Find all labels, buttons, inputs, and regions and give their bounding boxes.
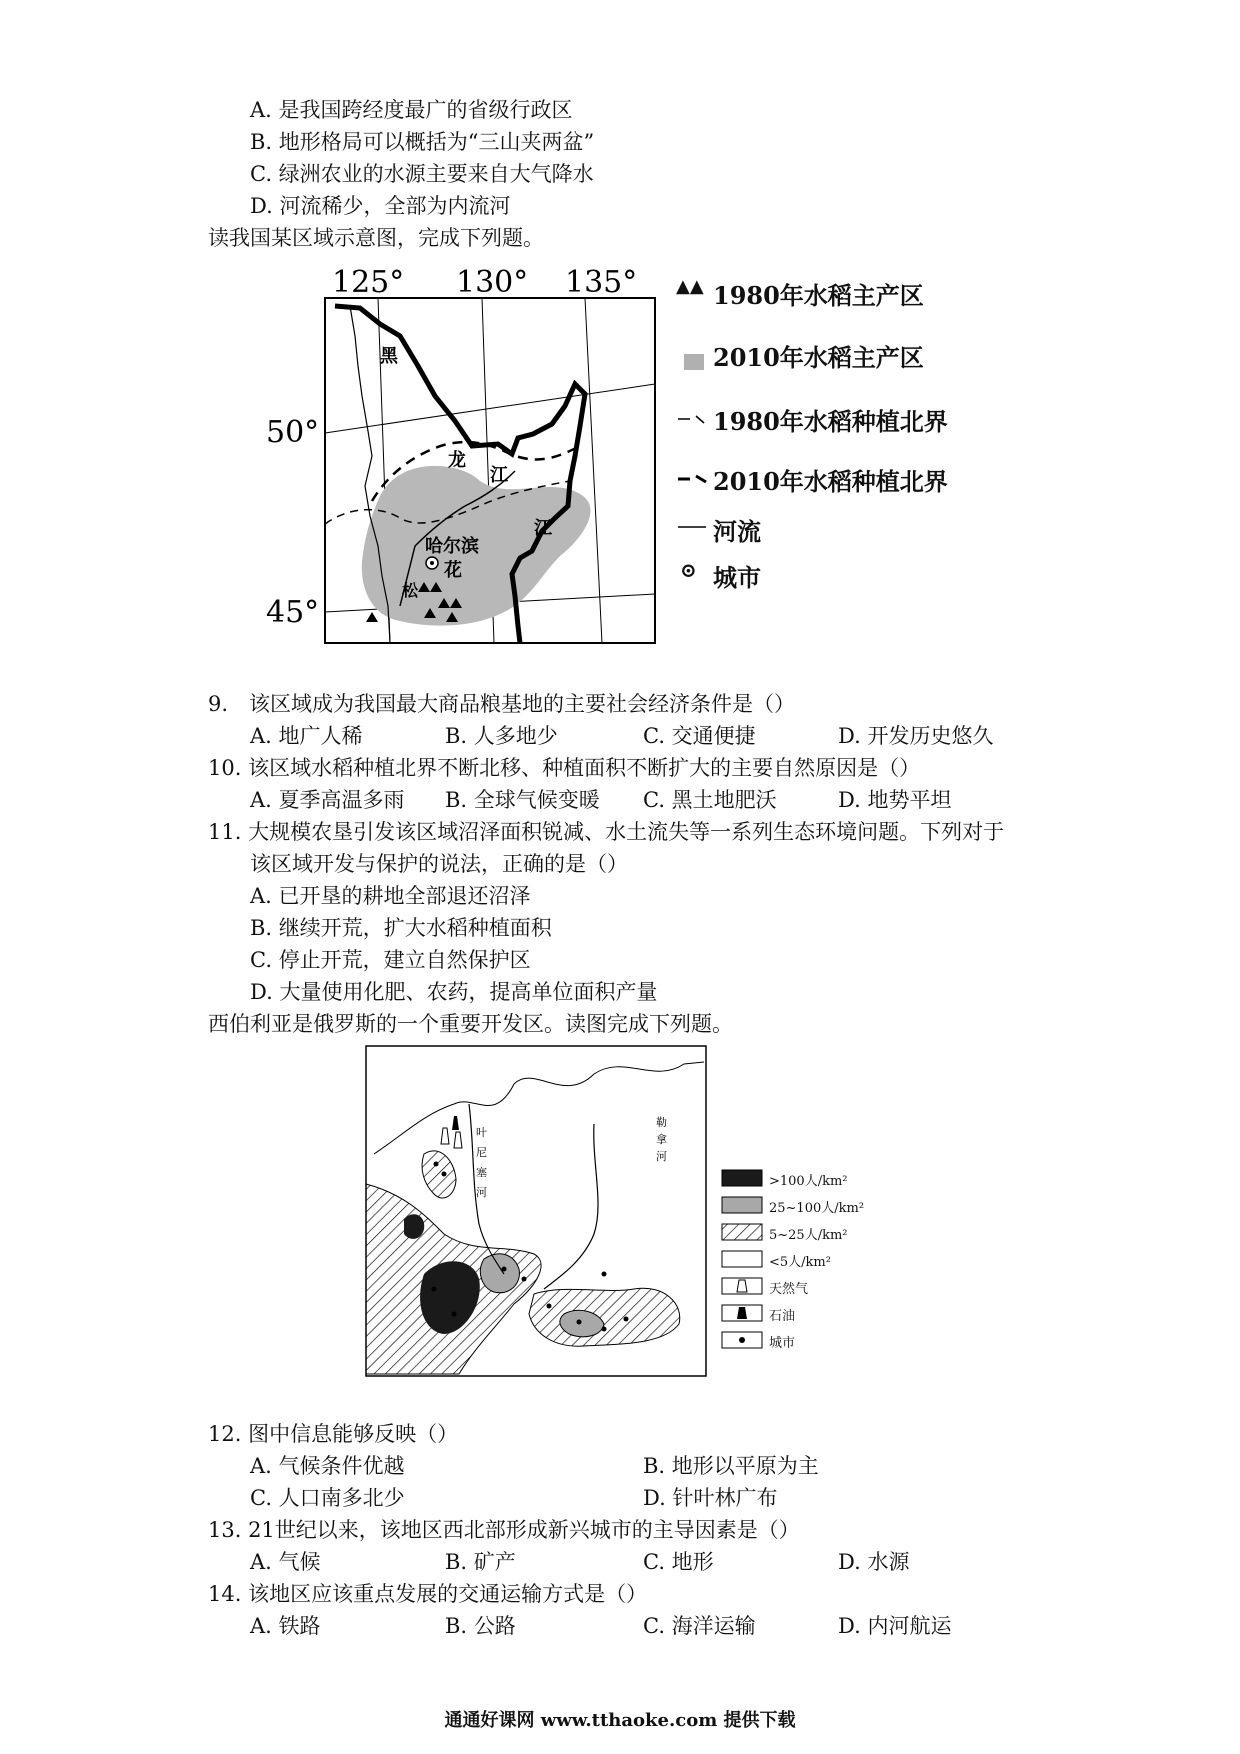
legend-symbol-city: ⊙ [680,558,697,582]
city-dot [547,1304,552,1309]
place-label: 花 [444,560,462,581]
legend2-label: 石油 [769,1309,796,1324]
page-footer: 通通好课网 www.tthaoke.com 提供下载 [444,1710,796,1731]
legend2-label: 25~100人/km² [769,1201,865,1216]
city-dot [442,1172,447,1177]
city-dot [432,1287,437,1292]
river-label: 勒 [656,1116,667,1129]
lon-label: 135° [565,265,638,300]
question-11-option-d: D. 大量使用化肥、农药，提高单位面积产量 [250,980,658,1004]
question-11-option-b: B. 继续开荒，扩大水稻种植面积 [250,916,552,940]
question-13-option-c: C. 地形 [643,1550,714,1574]
intro-heilongjiang: 读我国某区域示意图，完成下列题。 [208,226,544,250]
river-label: 塞 [476,1166,487,1179]
question-12-stem: 12. 图中信息能够反映（） [208,1422,459,1446]
gas-symbol [441,1128,449,1144]
city-dot [624,1317,629,1322]
place-label: 江 [534,518,552,539]
question-9-option-c: C. 交通便捷 [643,724,756,748]
question-11-stem-cont: 该区域开发与保护的说法，正确的是（） [250,852,628,876]
city-dot [522,1277,527,1282]
question-10-option-d: D. 地势平坦 [838,788,952,812]
legend2-label: >100人/km² [769,1174,848,1189]
lon-label: 125° [332,265,405,300]
city-dot [602,1327,607,1332]
legend-label: 1980年水稻种植北界 [713,407,948,436]
city-dot [452,1312,457,1317]
prev-option-a: A. 是我国跨经度最广的省级行政区 [250,98,573,122]
question-12-option-d: D. 针叶林广布 [643,1486,778,1510]
question-13-option-a: A. 气候 [250,1550,321,1574]
legend-swatch-dark [722,1170,762,1186]
question-9-option-d: D. 开发历史悠久 [838,724,994,748]
harbin-city-dot [430,561,434,565]
intro-siberia: 西伯利亚是俄罗斯的一个重要开发区。读图完成下列题。 [208,1012,733,1036]
legend-label: 2010年水稻种植北界 [713,467,948,496]
question-13-option-b: B. 矿产 [445,1550,516,1574]
question-13-option-d: D. 水源 [838,1550,910,1574]
legend-symbol-triangles: ▲▲ [676,276,704,297]
place-label: 龙 [448,450,466,471]
question-11-stem: 11. 大规模农垦引发该区域沼泽面积锐减、水土流失等一系列生态环境问题。下列对于 [208,820,1005,844]
question-12-option-b: B. 地形以平原为主 [643,1454,819,1478]
legend2-label: 城市 [769,1336,796,1351]
river-label: 拿 [656,1133,667,1146]
question-14-stem: 14. 该地区应该重点发展的交通运输方式是（） [208,1582,648,1606]
legend-label: 1980年水稻主产区 [713,281,924,310]
legend2-label: 天然气 [769,1282,809,1297]
question-12-option-c: C. 人口南多北少 [250,1486,405,1510]
legend-symbol-2010-area [684,354,704,370]
question-10-stem: 10. 该区域水稻种植北界不断北移、种植面积不断扩大的主要自然原因是（） [208,756,921,780]
lat-label: 45° [266,595,320,630]
question-9-option-a: A. 地广人稀 [250,724,363,748]
map-siberia-population [364,1044,884,1384]
lat-label: 50° [266,415,320,450]
city-dot [434,1162,439,1167]
legend-label: 城市 [713,563,761,592]
question-14-option-a: A. 铁路 [250,1614,321,1638]
legend2-label: <5人/km² [769,1255,831,1270]
map-northeast-rice [250,256,990,656]
question-14-option-d: D. 内河航运 [838,1614,952,1638]
place-label: 黑 [380,346,398,367]
legend-gas-icon [737,1280,747,1292]
legend-swatch-blank [722,1251,762,1267]
prev-option-b: B. 地形格局可以概括为“三山夹两盆” [250,130,595,154]
place-label: 江 [490,465,508,486]
city-dot [502,1267,507,1272]
legend-swatch-grey [722,1197,762,1213]
gas-symbol [454,1132,462,1148]
question-12-option-a: A. 气候条件优越 [250,1454,405,1478]
question-9-stem: 9. 该区域成为我国最大商品粮基地的主要社会经济条件是（） [208,692,796,716]
legend-city-icon [739,1337,745,1343]
density-100-plus [404,1214,424,1239]
legend-symbol-2010-dash [696,476,706,482]
question-11-option-c: C. 停止开荒，建立自然保护区 [250,948,531,972]
river-label: 尼 [476,1146,487,1159]
legend-swatch-hatch [722,1224,762,1240]
legend-label: 河流 [713,517,761,546]
question-14-option-c: C. 海洋运输 [643,1614,756,1638]
city-dot [577,1320,582,1325]
legend2-label: 5~25人/km² [769,1228,848,1243]
river-label: 叶 [476,1126,487,1139]
place-label: 松 [402,581,419,600]
lon-label: 130° [456,265,529,300]
question-10-option-c: C. 黑土地肥沃 [643,788,777,812]
density-25-100 [480,1254,519,1293]
legend-symbol-1980-dash [696,416,704,423]
density-5-25-south [529,1288,680,1346]
river-label: 河 [656,1150,667,1163]
prev-option-d: D. 河流稀少，全部为内流河 [250,194,511,218]
question-10-option-a: A. 夏季高温多雨 [250,788,405,812]
map-northeast-svg [250,256,990,656]
city-dot [602,1272,607,1277]
legend-label: 2010年水稻主产区 [713,343,924,372]
question-9-option-b: B. 人多地少 [445,724,558,748]
river-label: 河 [476,1186,487,1199]
place-label: 哈尔滨 [425,536,479,557]
question-14-option-b: B. 公路 [445,1614,516,1638]
question-11-option-a: A. 已开垦的耕地全部退还沼泽 [250,884,531,908]
question-10-option-b: B. 全球气候变暖 [445,788,600,812]
question-13-stem: 13. 21世纪以来，该地区西北部形成新兴城市的主导因素是（） [208,1518,800,1542]
prev-option-c: C. 绿洲农业的水源主要来自大气降水 [250,162,594,186]
